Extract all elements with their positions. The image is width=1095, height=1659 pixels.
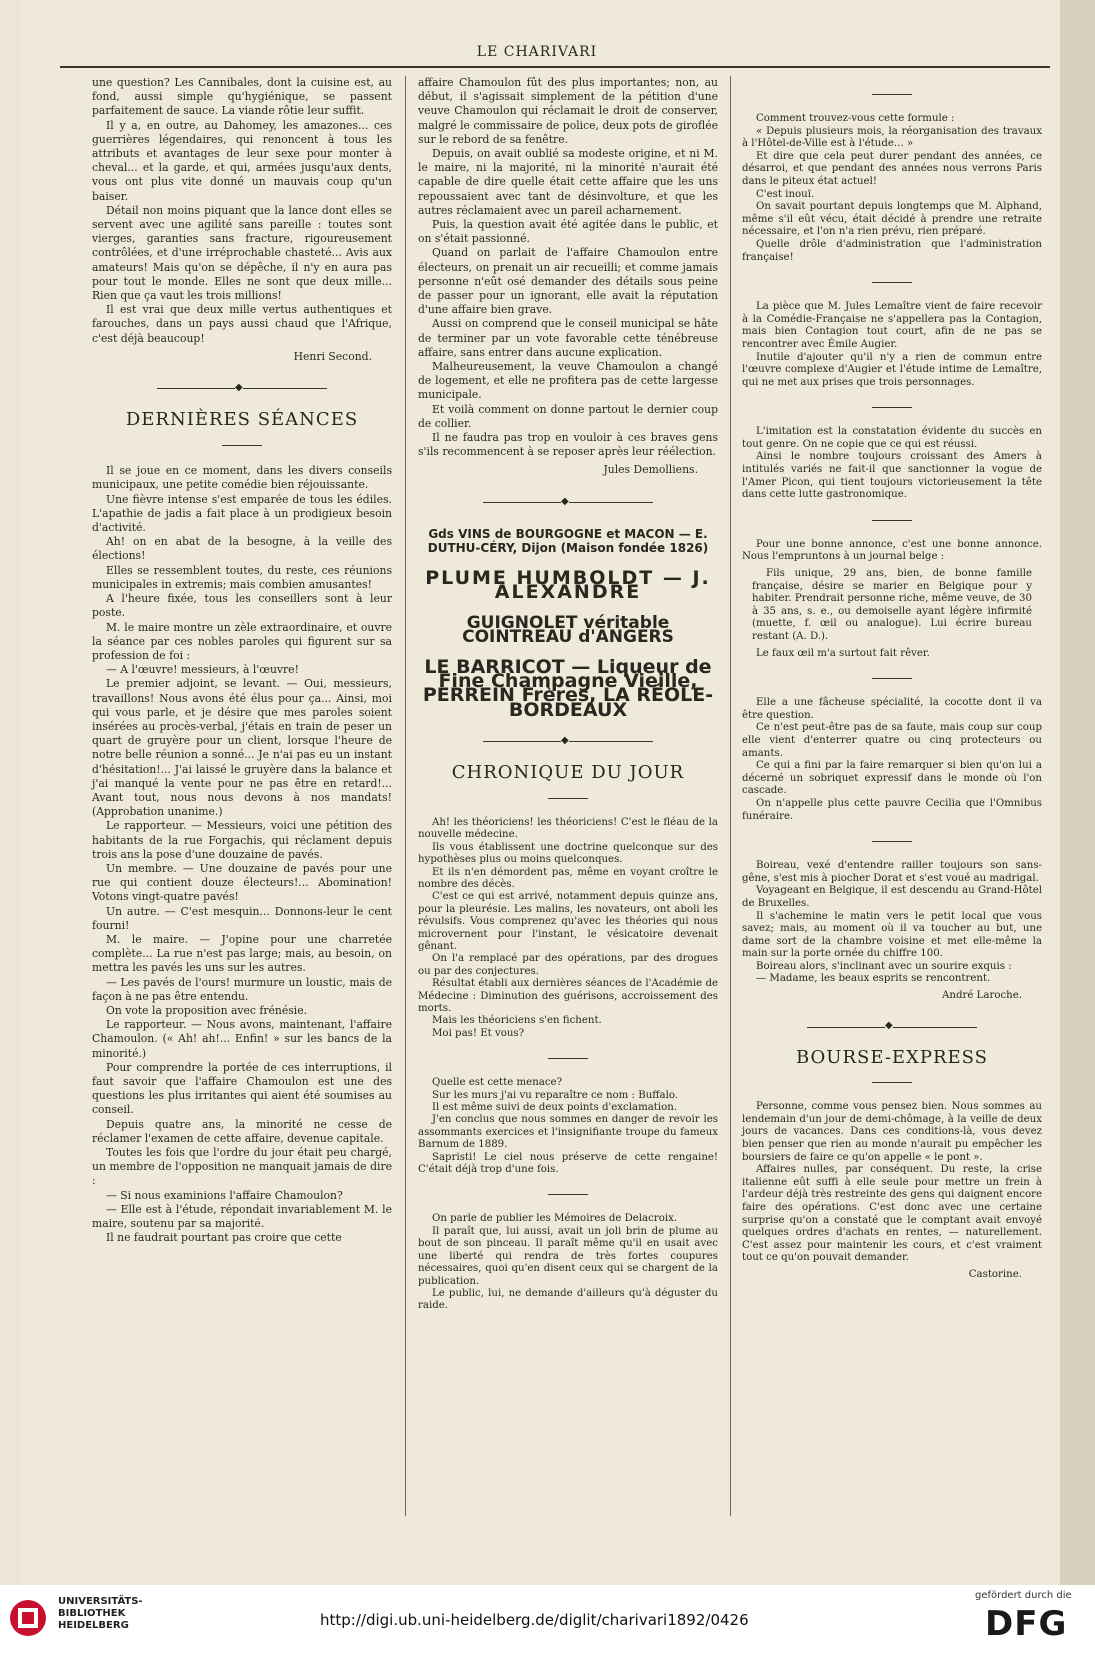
- university-seal-icon: [8, 1598, 48, 1638]
- paragraph: Ce n'est peut-être pas de sa faute, mais coup sur coup elle vient d'enterrer quatre ou cinq protecteurs ou amants.: [742, 722, 1042, 759]
- paragraph: Depuis quatre ans, la minorité ne cesse de réclamer l'examen de cette affaire, devenue capitale.: [92, 1117, 392, 1145]
- paragraph: Boireau alors, s'inclinant avec un sourire exquis :: [756, 960, 1012, 972]
- paragraph: — Elle est à l'étude, répondait invariablement M. le maire, soutenu par sa majorité.: [92, 1202, 392, 1231]
- paragraph: — Si nous examinions l'affaire Chamoulon?: [106, 1188, 343, 1202]
- short-rule: [872, 841, 912, 842]
- paragraph: La pièce que M. Jules Lemaître vient de faire recevoir à la Comédie-Française ne s'appellera pas la Contagion, mais bien Contagion tout court, afin de ne pas se rencontrer avec Émile Augier.: [742, 301, 1042, 350]
- paragraph: Voyageant en Belgique, il est descendu au Grand-Hôtel de Bruxelles.: [742, 885, 1042, 909]
- paragraph: Un autre. — C'est mesquin... Donnons-leur le cent fourni!: [92, 904, 392, 932]
- paragraph: Il y a, en outre, au Dahomey, les amazones... ces guerrières légendaires, qui renoncent à tous les attributs et avantages de leur sexe pour monter à cheval... et la garde, et qui, armées jusqu'aux dents, vous ont plus vite donné un mauvais coup qu'un baiser.: [92, 118, 392, 203]
- paragraph: Ah! les théoriciens! les théoriciens! C'est le fléau de la nouvelle médecine.: [418, 816, 718, 841]
- paragraph: Le faux œil m'a surtout fait rêver.: [756, 647, 930, 659]
- paragraph: A l'heure fixée, tous les conseillers sont à leur poste.: [92, 592, 392, 620]
- paragraph: — A l'œuvre! messieurs, à l'œuvre!: [106, 663, 299, 677]
- paragraph: Ils vous établissent une doctrine quelconque sur des hypothèses plus ou moins quelconques.: [418, 841, 718, 866]
- advert-cointreau: GUIGNOLET véritable COINTREAU d'ANGERS: [462, 612, 674, 647]
- paragraph: Détail non moins piquant que la lance dont elles se servent avec une agilité sans pareille : toutes sont vierges, garanties sans fracture, rigoureusement contrôlées, et d'une irréprochable chasteté... Avis aux amateurs! Mais qu'on se dépêche, il n'y en aura pas pour tout le monde. Elles ne sont que deux mille... Rien que ça vaut les trois millions!: [92, 203, 392, 303]
- advert-barricot: LE BARRICOT — Liqueur de Fine Champagne Vieille, PERREIN Frères, LA RÉOLE-BORDEAUX: [422, 655, 714, 721]
- paragraph: Depuis, on avait oublié sa modeste origine, et ni M. le maire, ni la majorité, ni la minorité n'aurait été capable de dire quelle était cette affaire que les uns repoussaient avec tant de désinvolture, et que les autres réclamaient avec un pareil acharnement.: [418, 147, 718, 217]
- short-rule: [548, 798, 588, 799]
- paragraph: Quelle est cette menace?: [432, 1077, 563, 1089]
- next-page-edge: [1060, 0, 1095, 1585]
- institution-line: UNIVERSITÄTS-: [58, 1596, 143, 1607]
- institution-line: HEIDELBERG: [58, 1620, 129, 1631]
- paragraph: L'imitation est la constatation évidente du succès en tout genre. On ne copie que ce qui est réussi.: [742, 426, 1042, 450]
- paragraph: — Les pavés de l'ours! murmure un loustic, mais de façon à ne pas être entendu.: [92, 975, 392, 1003]
- permalink[interactable]: http://digi.ub.uni-heidelberg.de/diglit/charivari1892/0426: [320, 1611, 749, 1629]
- paragraph: M. le maire. — J'opine pour une charretée complète... La rue n'est pas large; mais, au besoin, on mettra les pavés les uns sur les autres.: [92, 932, 392, 975]
- ornament-rule: [483, 502, 653, 503]
- paragraph: Quand on parlait de l'affaire Chamoulon entre électeurs, on prenait un air recueilli; et comme jamais personne n'eût osé demander des détails sous peine de passer pour un ignorant, elle avait la réputation d'une affaire bien grave.: [418, 246, 718, 317]
- paragraph: Il s'achemine le matin vers le petit local que vous savez; mais, au moment où il va toucher au but, une dame sort de la chambre voisine et met elle-même la main sur la porte ornée du chiffre 100.: [742, 910, 1042, 960]
- paragraph: Sapristi! Le ciel nous préserve de cette rengaine! C'était déjà trop d'une fois.: [418, 1151, 718, 1176]
- paragraph: Sur les murs j'ai vu reparaître ce nom : Buffalo.: [432, 1089, 679, 1101]
- short-rule: [872, 1082, 912, 1083]
- institution-name: [58, 1596, 143, 1632]
- short-rule: [872, 94, 912, 95]
- short-rule: [872, 678, 912, 679]
- paragraph: Une fièvre intense s'est emparée de tous les édiles. L'apathie de jadis a fait place à un prodigieux besoin d'activité.: [92, 492, 392, 535]
- ornament-rule: [807, 1027, 977, 1028]
- short-rule: [222, 445, 262, 446]
- funding-note: gefördert durch die: [975, 1590, 1072, 1601]
- paragraph: Il est même suivi de deux points d'exclamation.: [432, 1102, 678, 1114]
- paragraph: On parle de publier les Mémoires de Delacroix.: [432, 1213, 678, 1225]
- paragraph: Inutile d'ajouter qu'il n'y a rien de commun entre l'œuvre complexe d'Augier et l'étude intime de Lemaître, qui ne met aux prises que trois personnages.: [742, 351, 1042, 388]
- advert-duthu-cery: Gds VINS de BOURGOGNE et MACON — E. DUTHU-CÉRY, Dijon (Maison fondée 1826): [427, 526, 709, 555]
- paragraph: On savait pourtant depuis longtemps que M. Alphand, même s'il eût vécu, était décidé à prendre une retraite nécessaire, et l'on n'a rien prévu, rien préparé.: [742, 201, 1042, 238]
- paragraph: Boireau, vexé d'entendre railler toujours son sans-gêne, s'est mis à piocher Dorat et s'est voué au madrigal.: [742, 860, 1042, 884]
- paragraph: Le public, lui, ne demande d'ailleurs qu'à déguster du raide.: [418, 1287, 718, 1312]
- paragraph: Comment trouvez-vous cette formule :: [756, 113, 955, 124]
- paragraph: Ah! on en abat de la besogne, à la veille des élections!: [92, 535, 392, 563]
- column-3: [742, 76, 1042, 1282]
- short-rule: [548, 1058, 588, 1059]
- dfg-logo: DFG: [985, 1604, 1068, 1644]
- paragraph: Il ne faudrait pourtant pas croire que cette: [106, 1231, 342, 1245]
- paragraph: Le rapporteur. — Nous avons, maintenant, l'affaire Chamoulon. (« Ah! ah!... Enfin! » sur les bancs de la minorité.): [92, 1018, 392, 1060]
- paragraph: Il paraît que, lui aussi, avait un joli brin de plume au bout de son pinceau. Il paraît même qu'il en usait avec une liberté qui rendra de très fortes coupures nécessaires, quoi qu'en disent ceux qui se chargent de la publication.: [418, 1225, 718, 1287]
- advert-plume-humboldt: PLUME HUMBOLDT — J. ALEXANDRE: [425, 567, 711, 604]
- signature: André Laroche.: [942, 990, 1022, 1002]
- short-rule: [548, 1194, 588, 1195]
- column-2: [418, 76, 718, 1313]
- short-rule: [872, 520, 912, 521]
- paragraph: Il est vrai que deux mille vertus authentiques et farouches, dans un pays aussi chaud que l'Afrique, c'est déjà beaucoup!: [92, 303, 392, 345]
- paragraph: Un membre. — Une douzaine de pavés pour une rue qui contient douze électeurs!... Abomination! Votons vingt-quatre pavés!: [92, 861, 392, 904]
- paragraph: Pour une bonne annonce, c'est une bonne annonce. Nous l'empruntons à un journal belge :: [742, 538, 1042, 563]
- paragraph: Le rapporteur. — Messieurs, voici une pétition des habitants de la rue Forgachis, qui réclament depuis trois ans la pose d'une douzaine de pavés.: [92, 819, 392, 861]
- paragraph: Le premier adjoint, se levant. — Oui, messieurs, travaillons! Nous avons été élus pour ça... Ainsi, moi qui vous parle, et je désire que mes paroles soient insérées au procès-verbal, j'étais en train de peser un quart de gruyère pour un client, lorsque l'heure de notre belle réunion a sonné... Je n'ai pas eu un instant d'hésitation!... J'ai laissé le gruyère dans la balance et j'ai manqué la vente pour ne pas être en retard!... Avant tout, nous nous devons à nos mandats! (Approbation unanime.): [92, 677, 392, 819]
- paragraph: On n'appelle plus cette pauvre Cecilia que l'Omnibus funéraire.: [742, 797, 1042, 822]
- paragraph: Elles se ressemblent toutes, du reste, ces réunions municipales in extremis; mais combien amusantes!: [92, 563, 392, 591]
- paragraph: Résultat établi aux dernières séances de l'Académie de Médecine : Diminution des guérisons, accroissement des morts.: [418, 978, 718, 1015]
- paragraph: Affaires nulles, par conséquent. Du reste, la crise italienne eût suffi à elle seule pour mettre un frein à l'ardeur déjà très restreinte des gens qui daignent encore faire des opérations. C'est donc avec une certaine surprise qu'on a constaté que le comptant avait envoyé quelques ordres d'achats en rentes, — naturellement. C'est assez pour maintenir les cours, et c'est vraiment tout ce qu'on pouvait demander.: [742, 1164, 1042, 1264]
- short-rule: [872, 282, 912, 283]
- paragraph: une question? Les Cannibales, dont la cuisine est, au fond, aussi simple qu'hygiénique, se passent parfaitement de sauce. La viande rôtie leur suffit.: [92, 76, 392, 118]
- paragraph: — Madame, les beaux esprits se rencontrent.: [756, 973, 991, 985]
- classified-ad: Fils unique, 29 ans, bien, de bonne famille française, désire se marier en Belgique pour y habiter. Prendrait personne riche, même veuve, de 30 à 35 ans, s. e., ou demoiselle ayant légère infirmité (muette, f. œil ou analogue). Lui écrire bureau restant (A. D.).: [752, 568, 1032, 642]
- ornament-rule: [483, 741, 653, 742]
- paragraph: « Depuis plusieurs mois, la réorganisation des travaux à l'Hôtel-de-Ville est à l'étude... »: [742, 125, 1042, 150]
- paragraph: On l'a remplacé par des opérations, par des drogues ou par des conjectures.: [418, 953, 718, 977]
- paragraph: Pour comprendre la portée de ces interruptions, il faut savoir que l'affaire Chamoulon est une des questions les plus irritantes qui aient été soumises au conseil.: [92, 1060, 392, 1117]
- paragraph: Il ne faudra pas trop en vouloir à ces braves gens s'ils recommencent à se reposer après leur réélection.: [418, 431, 718, 459]
- header-rule: [60, 66, 1050, 68]
- signature: Henri Second.: [293, 349, 372, 363]
- paragraph: Elle a une fâcheuse spécialité, la cocotte dont il va être question.: [742, 697, 1042, 721]
- section-heading: DERNIÈRES SÉANCES: [125, 409, 359, 431]
- short-rule: [872, 407, 912, 408]
- paragraph: Ce qui a fini par la faire remarquer si bien qu'on lui a décerné un sobriquet expressif dans le monde où l'on cascade.: [742, 760, 1042, 797]
- paragraph: Toutes les fois que l'ordre du jour était peu chargé, un membre de l'opposition ne manquait jamais de dire :: [92, 1146, 392, 1188]
- ornament-rule: [157, 388, 327, 389]
- paragraph: Et dire que cela peut durer pendant des années, ce désarroi, et que pendant des années nous verrons Paris dans le piteux état actuel!: [742, 150, 1042, 187]
- running-title: LE CHARIVARI: [476, 44, 598, 60]
- paragraph: Et ils n'en démordent pas, même en voyant croître le nombre des décès.: [418, 866, 718, 890]
- column-rule: [730, 76, 731, 1516]
- paragraph: Aussi on comprend que le conseil municipal se hâte de terminer par un vote favorable cette ténébreuse affaire, sans entrer dans aucune explication.: [418, 317, 718, 359]
- section-heading: BOURSE-EXPRESS: [795, 1046, 989, 1068]
- institution-line: BIBLIOTHEK: [58, 1608, 126, 1619]
- signature: Castorine.: [968, 1268, 1022, 1280]
- paragraph: affaire Chamoulon fût des plus importantes; non, au début, il s'agissait simplement de la pétition d'une veuve Chamoulon qui réclamait le droit de conserver, malgré le commissaire de police, deux pots de giroflée sur le rebord de sa fenêtre.: [418, 76, 718, 146]
- column-1: [92, 76, 392, 1245]
- paragraph: J'en conclus que nous sommes en danger de revoir les assommants exercices et l'insignifiante troupe du fameux Barnum de 1889.: [418, 1114, 718, 1151]
- paragraph: Moi pas! Et vous?: [432, 1027, 525, 1039]
- paragraph: M. le maire montre un zèle extraordinaire, et ouvre la séance par ces nobles paroles qui figurent sur sa profession de foi :: [92, 620, 392, 662]
- section-heading: CHRONIQUE DU JOUR: [451, 761, 685, 783]
- paragraph: C'est inouï.: [756, 188, 815, 200]
- paragraph: Ainsi le nombre toujours croissant des Amers à intitulés variés ne fait-il que sanctionner la vogue de l'Amer Picon, qui tient toujours victorieusement la tête dans cette lutte gastronomique.: [742, 451, 1042, 501]
- paragraph: C'est ce qui est arrivé, notamment depuis quinze ans, pour la pleurésie. Les malins, les novateurs, ont aboli les révulsifs. Vous comprenez qu'avec les théories qui nous microvernent pour l'instant, le vésicatoire devenait gênant.: [418, 891, 718, 952]
- paragraph: Mais les théoriciens s'en fichent.: [432, 1015, 602, 1027]
- paragraph: Quelle drôle d'administration que l'administration française!: [742, 238, 1042, 263]
- paragraph: Et voilà comment on donne partout le dernier coup de collier.: [418, 402, 718, 430]
- signature: Jules Demolliens.: [603, 463, 698, 477]
- paragraph: Puis, la question avait été agitée dans le public, et on s'était passionné.: [418, 218, 718, 246]
- paragraph: Personne, comme vous pensez bien. Nous sommes au lendemain d'un jour de demi-chômage, à la veille de deux jours de vacances. Dans ces conditions-là, vous devez bien penser que rien au monde n'aurait pu empêcher les boursiers de faire ce qu'on appelle « le pont ».: [742, 1101, 1042, 1163]
- paragraph: Malheureusement, la veuve Chamoulon a changé de logement, et elle ne profitera pas de cette largesse municipale.: [418, 360, 718, 402]
- paragraph: Il se joue en ce moment, dans les divers conseils municipaux, une petite comédie bien réjouissante.: [92, 464, 392, 492]
- column-rule: [405, 76, 406, 1516]
- paragraph: On vote la proposition avec frénésie.: [106, 1003, 308, 1017]
